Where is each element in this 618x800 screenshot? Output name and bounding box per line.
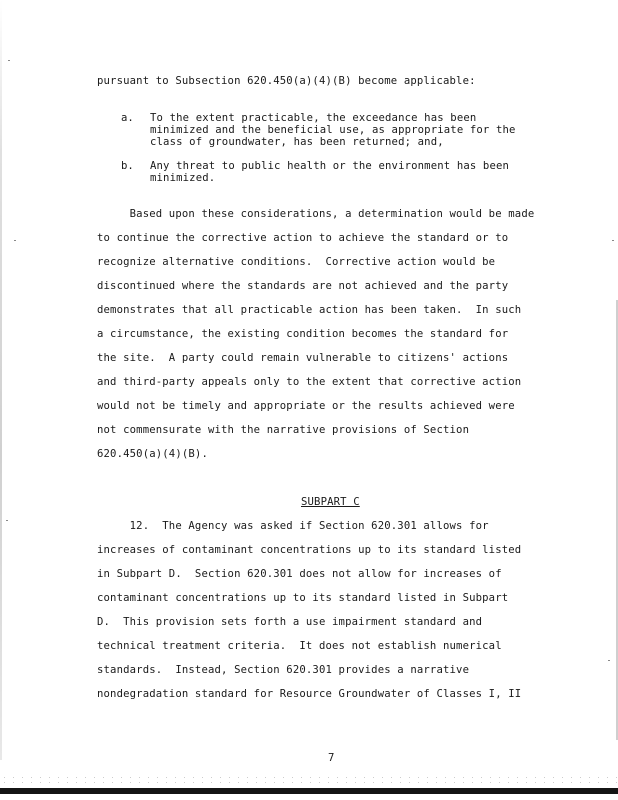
scan-noise [0, 775, 618, 787]
paragraph-line: standards. Instead, Section 620.301 provides a narrative [97, 664, 470, 676]
scan-speckle [612, 240, 614, 241]
paragraph-line: not commensurate with the narrative provisions of Section [97, 424, 470, 436]
paragraph-line: to continue the corrective action to achieve the standard or to [97, 232, 509, 244]
scan-speckle [8, 60, 10, 61]
list-item-line: class of groundwater, has been returned; and, [150, 136, 444, 148]
paragraph-line: the site. A party could remain vulnerable to citizens' actions [97, 352, 509, 364]
list-item-line: minimized and the beneficial use, as appropriate for the [150, 124, 516, 136]
paragraph-line: demonstrates that all practicable action has been taken. In such [97, 304, 522, 316]
list-item-letter: b. [121, 160, 134, 172]
list-item-line: Any threat to public health or the environment has been [150, 160, 510, 172]
section-heading: SUBPART C [301, 496, 360, 508]
intro-line: pursuant to Subsection 620.450(a)(4)(B) become applicable: [97, 75, 476, 87]
scan-left-edge [0, 0, 2, 760]
paragraph-line: increases of contaminant concentrations up to its standard listed [97, 544, 522, 556]
list-item-line: minimized. [150, 172, 216, 184]
page-number: 7 [328, 752, 335, 764]
paragraph-line: a circumstance, the existing condition becomes the standard for [97, 328, 509, 340]
scan-speckle [14, 240, 16, 241]
paragraph-line: discontinued where the standards are not achieved and the party [97, 280, 509, 292]
list-item-line: To the extent practicable, the exceedance has been [150, 112, 477, 124]
paragraph-line: contaminant concentrations up to its standard listed in Subpart [97, 592, 509, 604]
paragraph-line: Based upon these considerations, a determination would be made [97, 208, 535, 220]
paragraph-line: technical treatment criteria. It does not establish numerical [97, 640, 502, 652]
paragraph-line: and third-party appeals only to the extent that corrective action [97, 376, 522, 388]
list-item-letter: a. [121, 112, 134, 124]
scan-bottom-border [0, 788, 618, 794]
paragraph-line: would not be timely and appropriate or the results achieved were [97, 400, 515, 412]
paragraph-line: recognize alternative conditions. Corrective action would be [97, 256, 496, 268]
scan-speckle [6, 520, 8, 521]
paragraph-line: D. This provision sets forth a use impairment standard and [97, 616, 483, 628]
paragraph-line: nondegradation standard for Resource Groundwater of Classes I, II [97, 688, 522, 700]
paragraph-line: 620.450(a)(4)(B). [97, 448, 208, 460]
paragraph-line: 12. The Agency was asked if Section 620.301 allows for [97, 520, 489, 532]
paragraph-line: in Subpart D. Section 620.301 does not allow for increases of [97, 568, 502, 580]
scan-speckle [608, 660, 610, 661]
